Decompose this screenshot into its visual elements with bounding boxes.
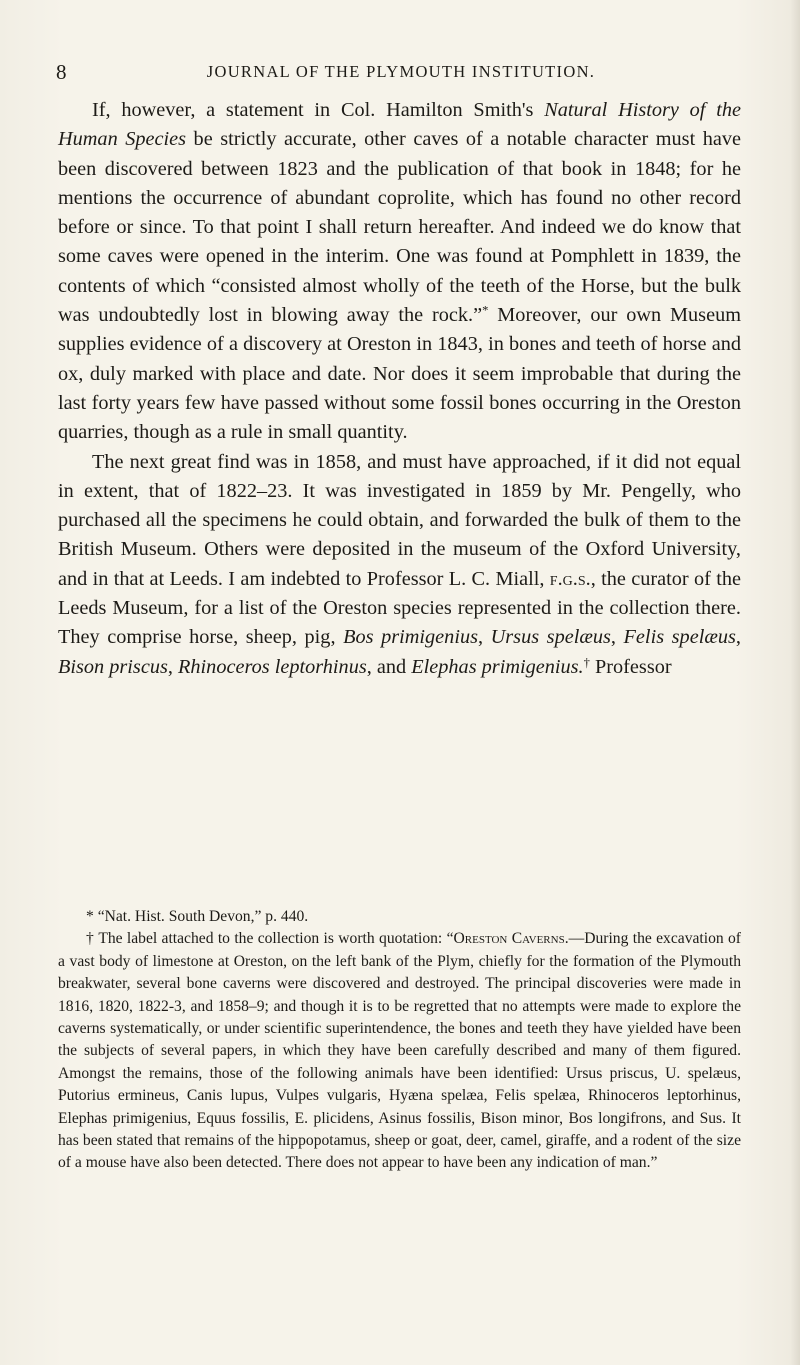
label-heading: Oreston Caverns <box>453 930 565 948</box>
body-text <box>58 96 741 682</box>
species-name: Rhinoceros leptorhinus <box>178 655 367 678</box>
page-header <box>56 60 746 90</box>
fgs-abbreviation: f.g.s. <box>549 567 591 590</box>
page-number: 8 <box>56 60 67 84</box>
footnote-2: † The label attached to the collection is worth quotation: “Oreston Caverns.—During the excavation of a vast body of limestone at Oreston, on the left bank of the Plym, chiefly for the formation of the Plymouth breakwater, several bone caverns were discovered and destroyed. The principal discoveries were made in 1816, 1820, 1822-3, and 1858–9; and though it is to be regretted that no attempts were made to explore the caverns systematically, or under scientific superintendence, the bones and teeth they have yielded have been the subjects of several papers, in which they have been carefully described and many of them figured. Amongst the remains, those of the following animals have been identified: Ursus priscus, U. spelæus, Putorius ermineus, Canis lupus, Vulpes vulgaris, Hyæna spelæa, Felis spelæa, Rhinoceros leptorhinus, Elephas primigenius, Equus fossilis, E. plicidens, Asinus fossilis, Bison minor, Bos longifrons, and Sus. It has been stated that remains of the hippopotamus, sheep or goat, deer, camel, giraffe, and a rodent of the size of a mouse have also been detected. There does not appear to have been any indication of man.” <box>58 930 742 1172</box>
footnote-1: * “Nat. Hist. South Devon,” p. 440. <box>86 908 309 925</box>
footnote-ref-1: * <box>482 303 489 318</box>
running-head: JOURNAL OF THE PLYMOUTH INSTITUTION. <box>206 62 596 81</box>
book-title: Natural History of the Human Species <box>58 99 741 151</box>
species-name: Felis spelæus <box>623 626 736 649</box>
species-name: Bos primigenius <box>343 626 478 649</box>
species-name: Bison priscus <box>58 655 168 678</box>
paragraph-1: If, however, a statement in Col. Hamilton Smith's Natural History of the Human Species be strictly accurate, other caves of a notable character must have been discovered between 1823 and the publication of that book in 1848; for he mentions the occurrence of abundant coprolite, which has found no other record before or since. To that point I shall return hereafter. And indeed we do know that some caves were opened in the interim. One was found at Pomphlett in 1839, the contents of which “consisted almost wholly of the teeth of the Horse, but the bulk was undoubtedly lost in blowing away the rock.”* Moreover, our own Museum supplies evidence of a discovery at Oreston in 1843, in bones and teeth of horse and ox, duly marked with place and date. Nor does it seem improbable that during the last forty years few have passed without some fossil bones occurring in the Oreston quarries, though as a rule in small quantity. <box>58 99 741 444</box>
page-edge-shadow <box>790 0 800 1365</box>
footnotes <box>58 906 741 1175</box>
footnote-ref-2: † <box>583 655 590 670</box>
species-name: Elephas primigenius. <box>411 655 584 678</box>
species-name: Ursus spelæus <box>490 626 611 649</box>
paragraph-2: The next great find was in 1858, and must have approached, if it did not equal in extent, that of 1822–23. It was investigated in 1859 by Mr. Pengelly, who purchased all the specimens he could obtain, and forwarded the bulk of them to the British Museum. Others were deposited in the museum of the Oxford University, and in that at Leeds. I am indebted to Professor L. C. Miall, f.g.s., the curator of the Leeds Museum, for a list of the Oreston species represented in the collection there. They comprise horse, sheep, pig, Bos primigenius, Ursus spelæus, Felis spelæus, Bison priscus, Rhinoceros leptorhinus, and Elephas primigenius.† Professor <box>58 450 741 678</box>
